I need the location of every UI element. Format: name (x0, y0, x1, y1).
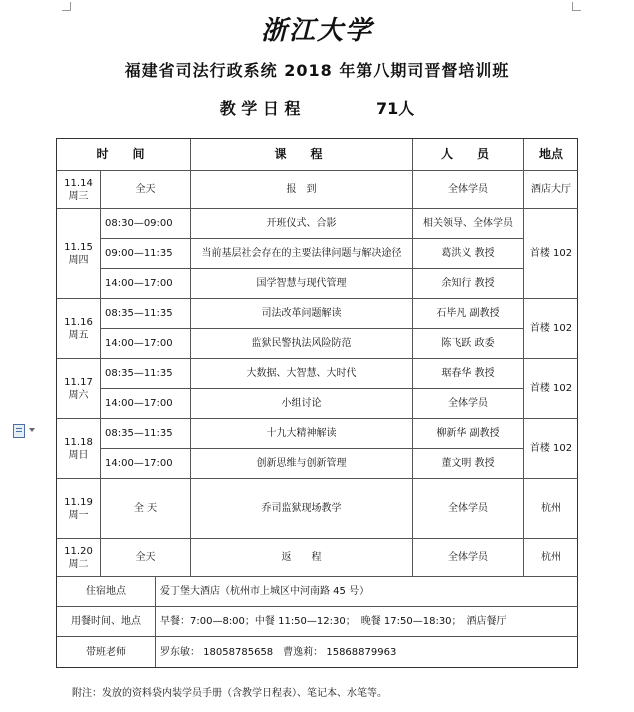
date-cell (57, 171, 101, 209)
session-place: 首楼 102 (524, 419, 578, 479)
session-staff: 葛洪义 教授 (413, 239, 524, 269)
session-course: 司法改革问题解读 (191, 299, 413, 329)
session-staff: 相关领导、全体学员 (413, 209, 524, 239)
session-staff: 董文明 教授 (413, 449, 524, 479)
info-label: 用餐时间、地点 (57, 607, 156, 637)
session-staff: 全体学员 (413, 171, 524, 209)
date-label: 11.20 (64, 545, 93, 557)
session-course: 小组讨论 (191, 389, 413, 419)
session-time: 09:00—11:35 (101, 239, 191, 269)
date-label: 11.17 (64, 376, 93, 388)
session-time: 08:30—09:00 (101, 209, 191, 239)
session-staff: 余知行 教授 (413, 269, 524, 299)
info-value: 罗东敏： 18058785658 曹逸莉： 15868879963 (160, 646, 397, 658)
session-time: 14:00—17:00 (101, 269, 191, 299)
session-staff: 全体学员 (413, 389, 524, 419)
date-label: 11.14 (64, 177, 93, 189)
info-value: 早餐：7:00—8:00；中餐 11:50—12:30； 晚餐 17:50—18:30； 酒店餐厅 (156, 607, 578, 637)
session-course: 报 到 (191, 171, 413, 209)
session-course: 当前基层社会存在的主要法律问题与解决途径 (191, 239, 413, 269)
session-course: 十九大精神解读 (191, 419, 413, 449)
session-time: 全 天 (101, 479, 191, 539)
date-cell (57, 209, 101, 299)
session-course: 国学智慧与现代管理 (191, 269, 413, 299)
date-label: 11.19 (64, 496, 93, 508)
session-place: 首楼 102 (524, 359, 578, 419)
header-course: 课 程 (191, 139, 413, 171)
participant-count: 71人 (376, 99, 415, 118)
subtitle-text: 教 学 日 程 (219, 99, 301, 118)
session-time: 全天 (101, 539, 191, 577)
info-label: 带班老师 (57, 637, 156, 667)
info-value: 爱丁堡大酒店（杭州市上城区中河南路 45 号） (156, 577, 578, 607)
session-course: 大数据、大智慧、大时代 (191, 359, 413, 389)
session-course: 返 程 (191, 539, 413, 577)
date-cell (57, 539, 101, 577)
header-time: 时 间 (57, 139, 191, 171)
date-label: 11.15 (64, 241, 93, 253)
session-staff: 陈飞跃 政委 (413, 329, 524, 359)
session-course: 开班仪式、合影 (191, 209, 413, 239)
header-place: 地点 (524, 139, 578, 171)
session-time: 08:35—11:35 (101, 359, 191, 389)
weekday-label: 周一 (68, 509, 89, 521)
session-time: 14:00—17:00 (101, 389, 191, 419)
weekday-label: 周六 (68, 389, 89, 401)
chevron-down-icon[interactable] (29, 428, 35, 432)
session-time: 14:00—17:00 (101, 449, 191, 479)
session-place: 杭州 (524, 479, 578, 539)
session-place: 杭州 (524, 539, 578, 577)
page-title: 福建省司法行政系统 2018 年第八期司晋督培训班 (124, 61, 510, 80)
date-cell (57, 299, 101, 359)
date-cell (57, 479, 101, 539)
date-cell (57, 359, 101, 419)
date-label: 11.18 (64, 436, 93, 448)
schedule-table (56, 138, 578, 668)
session-course: 创新思维与创新管理 (191, 449, 413, 479)
weekday-label: 周日 (68, 449, 89, 461)
session-staff: 柳新华 副教授 (413, 419, 524, 449)
weekday-label: 周二 (68, 558, 89, 570)
university-logo: 浙江大学 (260, 16, 373, 46)
header-staff: 人 员 (413, 139, 524, 171)
date-cell (57, 419, 101, 479)
session-time: 全天 (101, 171, 191, 209)
document-icon[interactable] (13, 424, 25, 438)
session-place: 首楼 102 (524, 299, 578, 359)
session-staff: 琚春华 教授 (413, 359, 524, 389)
session-staff: 全体学员 (413, 479, 524, 539)
weekday-label: 周三 (68, 190, 89, 202)
footnote: 附注：发放的资料袋内装学员手册（含教学日程表）、笔记本、水笔等。 (72, 688, 387, 699)
session-course: 乔司监狱现场教学 (191, 479, 413, 539)
session-place: 首楼 102 (524, 209, 578, 299)
schedule-subtitle (0, 96, 634, 119)
session-course: 监狱民警执法风险防范 (191, 329, 413, 359)
weekday-label: 周五 (68, 329, 89, 341)
session-place: 酒店大厅 (524, 171, 578, 209)
session-time: 14:00—17:00 (101, 329, 191, 359)
session-staff: 石毕凡 副教授 (413, 299, 524, 329)
session-time: 08:35—11:35 (101, 299, 191, 329)
session-staff: 全体学员 (413, 539, 524, 577)
session-time: 08:35—11:35 (101, 419, 191, 449)
weekday-label: 周四 (68, 254, 89, 266)
date-label: 11.16 (64, 316, 93, 328)
info-label: 住宿地点 (57, 577, 156, 607)
